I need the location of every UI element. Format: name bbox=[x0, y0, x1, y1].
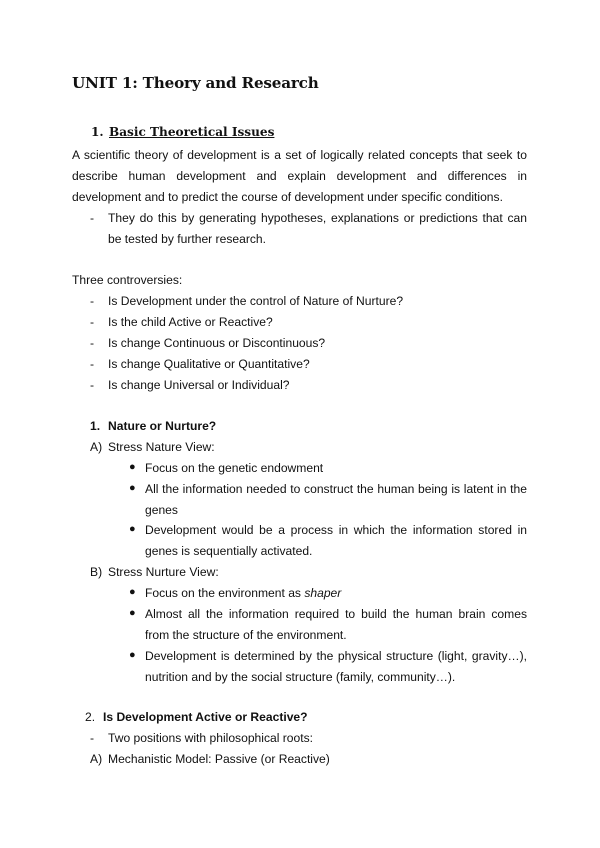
bullet-text-prefix: Focus on the environment as bbox=[145, 586, 305, 600]
paragraph-line: development and to predict the course of development under specific conditions. bbox=[72, 190, 503, 204]
option-label: B) bbox=[90, 565, 103, 579]
list-item: Is change Universal or Individual? bbox=[108, 378, 290, 392]
option-text: Stress Nature View: bbox=[108, 440, 215, 454]
section-number: 2. bbox=[85, 710, 96, 724]
section-number: 1. bbox=[91, 125, 104, 139]
list-item: Is the child Active or Reactive? bbox=[108, 315, 273, 329]
dash-marker: - bbox=[90, 294, 95, 308]
bullet-text bbox=[145, 587, 341, 599]
bullet-text: from the structure of the environment. bbox=[145, 628, 347, 642]
dash-marker: - bbox=[90, 378, 95, 392]
paragraph-line: A scientific theory of development is a set of logically related concepts that seek to bbox=[72, 148, 527, 162]
option-text: Stress Nurture View: bbox=[108, 565, 219, 579]
dash-marker: - bbox=[90, 357, 95, 371]
list-item: Is change Continuous or Discontinuous? bbox=[108, 336, 326, 350]
bullet-text: Development would be a process in which the information stored in bbox=[145, 523, 527, 537]
paragraph-line: describe human development and explain development and differences in bbox=[72, 169, 527, 183]
italic-term: shaper bbox=[304, 586, 342, 600]
bullet-text: genes is sequentially activated. bbox=[145, 544, 313, 558]
bullet-text: Almost all the information required to build the human brain comes bbox=[145, 607, 527, 621]
bullet-icon: ● bbox=[129, 461, 136, 473]
bullet-text: All the information needed to construct the human being is latent in the bbox=[145, 482, 527, 496]
option-label: A) bbox=[90, 440, 103, 454]
option-text: Mechanistic Model: Passive (or Reactive) bbox=[108, 752, 330, 766]
section-heading-active-reactive: Is Development Active or Reactive? bbox=[103, 710, 308, 724]
dash-item-line: be tested by further research. bbox=[108, 232, 266, 246]
option-label: A) bbox=[90, 752, 103, 766]
bullet-text: Focus on the genetic endowment bbox=[145, 461, 324, 475]
bullet-icon: ● bbox=[129, 607, 136, 619]
dash-item-line: Two positions with philosophical roots: bbox=[108, 731, 314, 745]
bullet-text: nutrition and by the social structure (family, community…). bbox=[145, 670, 456, 684]
controversies-intro: Three controversies: bbox=[72, 273, 183, 287]
dash-marker: - bbox=[90, 731, 95, 745]
section-number: 1. bbox=[90, 419, 101, 433]
list-item: Is change Qualitative or Quantitative? bbox=[108, 357, 310, 371]
unit-title: UNIT 1: Theory and Research bbox=[72, 74, 319, 92]
bullet-icon: ● bbox=[129, 482, 136, 494]
section-heading-nature-nurture: Nature or Nurture? bbox=[108, 419, 217, 433]
dash-marker: - bbox=[90, 211, 95, 225]
bullet-icon: ● bbox=[129, 523, 136, 535]
bullet-text: Development is determined by the physical structure (light, gravity…), bbox=[145, 649, 527, 663]
bullet-icon: ● bbox=[129, 649, 136, 661]
dash-marker: - bbox=[90, 336, 95, 350]
dash-item-line: They do this by generating hypotheses, explanations or predictions that can bbox=[108, 211, 527, 225]
section-heading-basic: Basic Theoretical Issues bbox=[109, 125, 275, 139]
list-item: Is Development under the control of Nature of Nurture? bbox=[108, 294, 404, 308]
bullet-text: genes bbox=[145, 503, 178, 517]
bullet-icon: ● bbox=[129, 586, 136, 598]
dash-marker: - bbox=[90, 315, 95, 329]
